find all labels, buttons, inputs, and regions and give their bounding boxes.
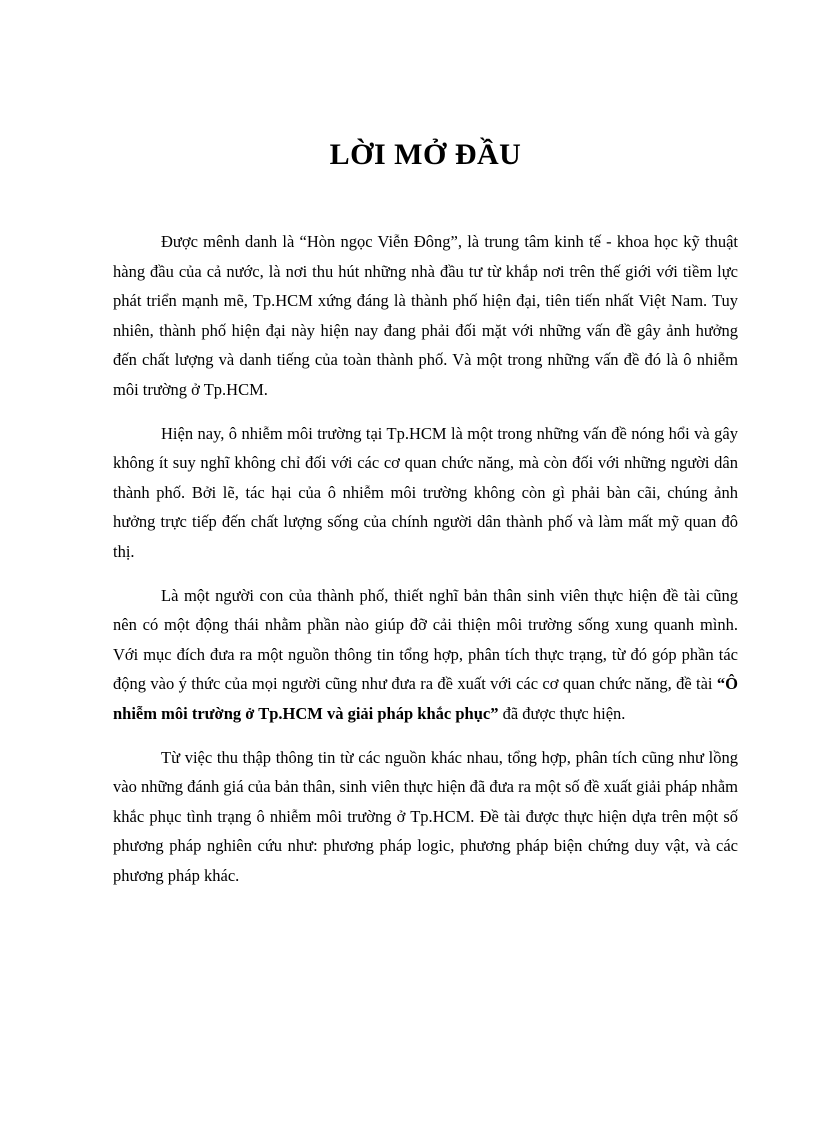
paragraph-3-text-before: Là một người con của thành phố, thiết nghĩ bản thân sinh viên thực hiện đề tài cũng nên có một động thái nhằm phần nào giúp đỡ cải thiện môi trường sống xung quanh mình. Với mục đích đưa ra một nguồn thông tin tổng hợp, phân tích thực trạng, từ đó góp phần tác động vào ý thức của mọi người cũng như đưa ra đề xuất với các cơ quan chức năng, đề tài [113,585,738,694]
paragraph-3 [113,581,738,729]
paragraph-4: Từ việc thu thập thông tin từ các nguồn khác nhau, tổng hợp, phân tích cũng như lồng vào những đánh giá của bản thân, sinh viên thực hiện đã đưa ra một số đề xuất giải pháp nhằm khắc phục tình trạng ô nhiễm môi trường ở Tp.HCM. Đề tài được thực hiện dựa trên một số phương pháp nghiên cứu như: phương pháp logic, phương pháp biện chứng duy vật, và các phương pháp khác. [113,747,738,885]
document-page [113,0,738,904]
project-title-emphasis: “Ô nhiễm môi trường ở Tp.HCM và giải pháp khắc phục” [113,674,738,723]
document-body [113,227,738,890]
paragraph-2: Hiện nay, ô nhiễm môi trường tại Tp.HCM là một trong những vấn đề nóng hổi và gây không ít suy nghĩ không chỉ đối với các cơ quan chức năng, mà còn đối với những người dân thành phố. Bởi lẽ, tác hại của ô nhiễm môi trường không còn gì phải bàn cãi, chúng ảnh hưởng trực tiếp đến chất lượng sống của chính người dân thành phố và làm mất mỹ quan đô thị. [113,423,738,561]
paragraph-1: Được mênh danh là “Hòn ngọc Viễn Đông”, là trung tâm kinh tế - khoa học kỹ thuật hàng đầu của cả nước, là nơi thu hút những nhà đầu tư từ khắp nơi trên thế giới với tiềm lực phát triển mạnh mẽ, Tp.HCM xứng đáng là thành phố hiện đại, tiên tiến nhất Việt Nam. Tuy nhiên, thành phố hiện đại này hiện nay đang phải đối mặt với những vấn đề gây ảnh hưởng đến chất lượng và danh tiếng của toàn thành phố. Và một trong những vấn đề đó là ô nhiễm môi trường ở Tp.HCM. [113,232,738,399]
paragraph-3-text-after: đã được thực hiện. [498,703,626,723]
page-title: LỜI MỞ ĐẦU [329,138,522,171]
